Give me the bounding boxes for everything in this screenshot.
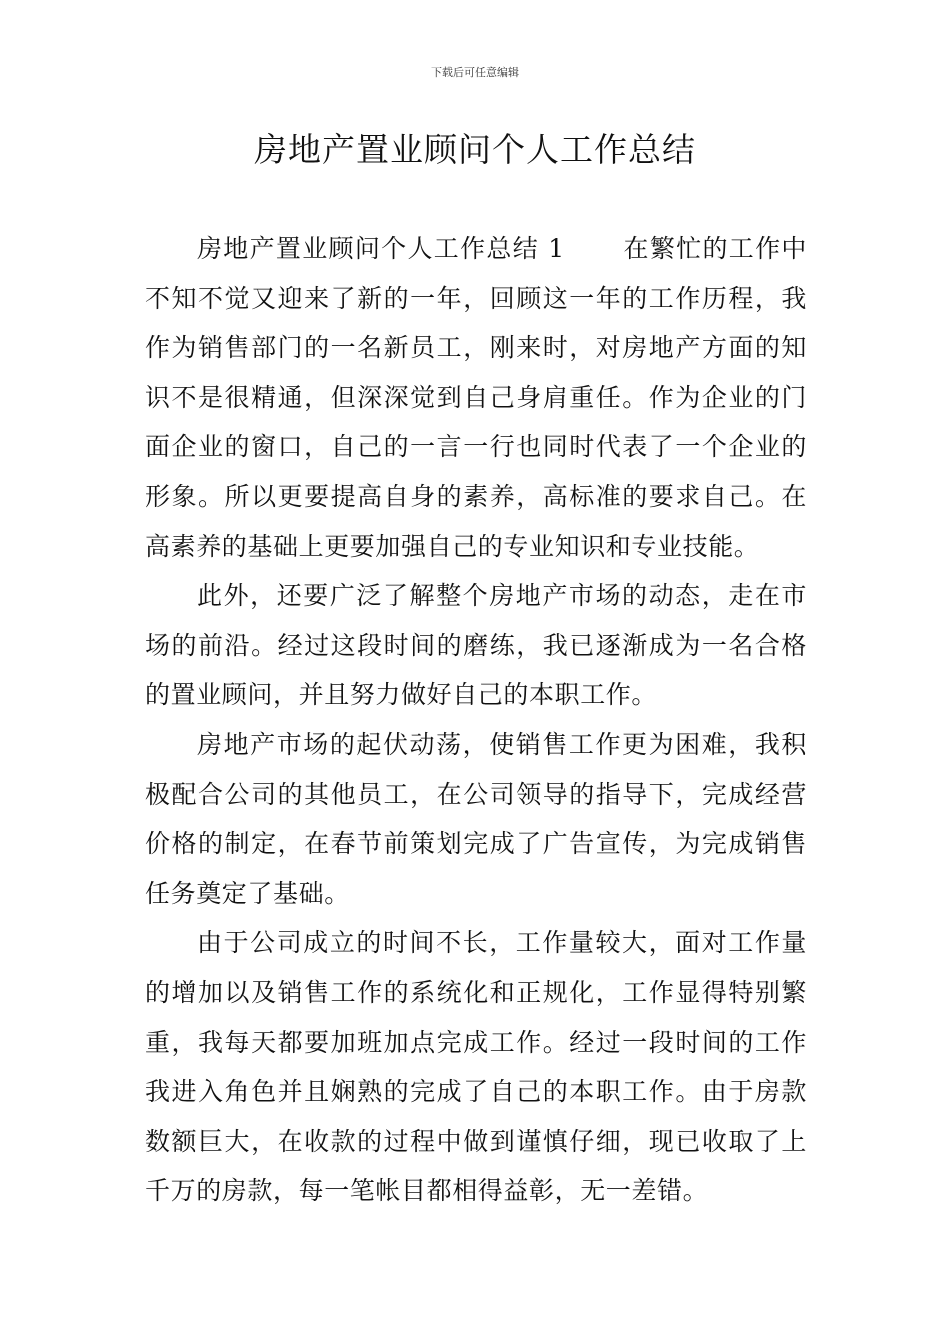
header-note: 下载后可任意编辑 xyxy=(431,66,519,79)
page-title: 房地产置业顾问个人工作总结 xyxy=(254,130,696,169)
document-body xyxy=(145,224,807,1216)
paragraph-2: 此外，还要广泛了解整个房地产市场的动态，走在市场的前沿。经过这段时间的磨练，我已逐渐成为一名合格的置业顾问，并且努力做好自己的本职工作。 xyxy=(145,581,807,710)
paragraph-3: 房地产市场的起伏动荡，使销售工作更为困难，我积极配合公司的其他员工，在公司领导的指导下，完成经营价格的制定，在春节前策划完成了广告宣传，为完成销售任务奠定了基础。 xyxy=(145,729,807,908)
paragraph-4: 由于公司成立的时间不长，工作量较大，面对工作量的增加以及销售工作的系统化和正规化，工作显得特别繁重，我每天都要加班加点完成工作。经过一段时间的工作我进入角色并且娴熟的完成了自己的本职工作。由于房款数额巨大，在收款的过程中做到谨慎仔细，现已收取了上千万的房款，每一笔帐目都相得益彰，无一差错。 xyxy=(145,928,807,1206)
paragraph-1-text: 在繁忙的工作中不知不觉又迎来了新的一年，回顾这一年的工作历程，我作为销售部门的一名新员工，刚来时，对房地产方面的知识不是很精通，但深深觉到自己身肩重任。作为企业的门面企业的窗口，自己的一言一行也同时代表了一个企业的形象。所以更要提高自身的素养，高标准的要求自己。在高素养的基础上更要加强自己的专业知识和专业技能。 xyxy=(145,234,807,561)
section-heading: 房地产置业顾问个人工作总结 1 xyxy=(197,234,565,263)
paragraph-1 xyxy=(145,224,807,571)
